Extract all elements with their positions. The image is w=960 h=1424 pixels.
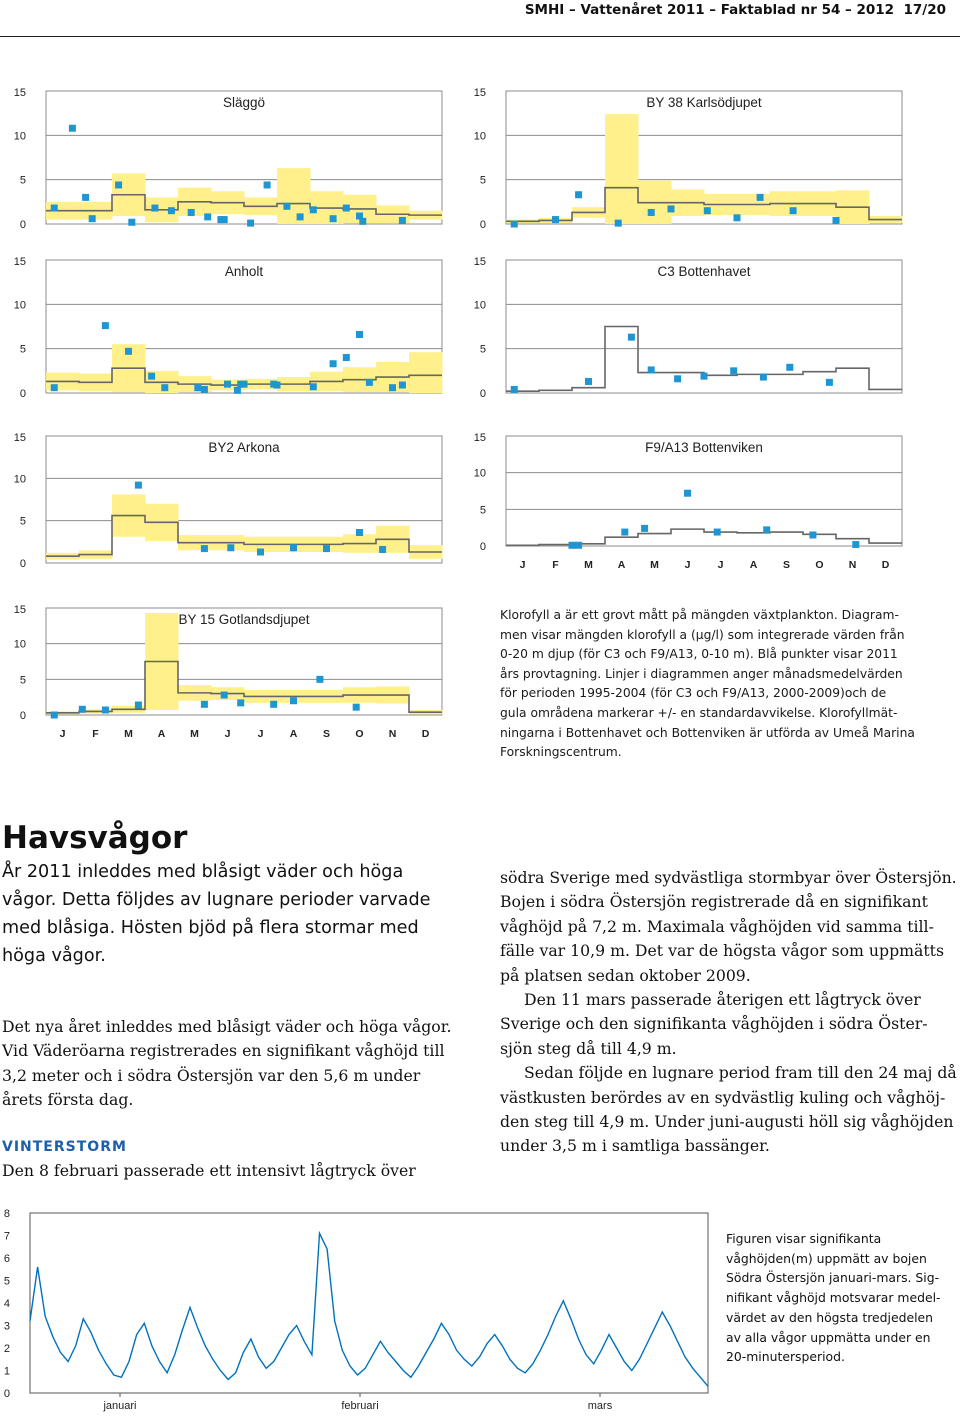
sample-point — [330, 215, 337, 222]
sample-point — [188, 209, 195, 216]
chart-anholt — [13, 256, 442, 400]
wave-caption-line: värdet av den högsta tredjedelen — [726, 1309, 934, 1325]
sample-point — [833, 217, 840, 224]
sample-point — [389, 384, 396, 391]
body-line: under 3,5 m i samtliga bassänger. — [500, 1136, 770, 1156]
sample-point — [168, 207, 175, 214]
sample-point — [757, 194, 764, 201]
sample-point — [297, 213, 304, 220]
y-tick-label: 15 — [473, 256, 486, 268]
sample-point — [69, 125, 76, 132]
caption-line: 0-20 m djup (för C3 och F9/A13, 0-10 m). Blå punkter visar 2011 — [500, 647, 898, 662]
plot-frame — [30, 1213, 708, 1393]
sample-point — [353, 704, 360, 711]
y-tick-label: 0 — [479, 219, 486, 231]
sample-point — [241, 381, 248, 388]
subheading: VINTERSTORM — [2, 1138, 127, 1155]
sample-point — [201, 545, 208, 552]
body-line: sjön steg då till 4,9 m. — [500, 1038, 677, 1058]
month-label: J — [519, 559, 526, 571]
body-line: fälle var 10,9 m. Det var de högsta vågor som uppmätts — [500, 941, 944, 961]
page-header — [0, 0, 960, 40]
month-label: M — [124, 728, 133, 740]
sample-point — [290, 697, 297, 704]
sample-point — [366, 379, 373, 386]
caption-line: års provtagning. Linjer i diagrammen anger månadsmedelvärden — [500, 666, 903, 681]
y-tick-label: 0 — [3, 1388, 10, 1400]
sample-point — [51, 384, 58, 391]
y-tick-label: 5 — [3, 1275, 10, 1288]
std-band — [409, 352, 443, 393]
month-label: S — [322, 728, 331, 740]
sample-point — [221, 216, 228, 223]
chart-by38-karlsodjupet — [473, 87, 902, 231]
y-tick-label: 15 — [13, 87, 26, 99]
month-label: N — [848, 559, 857, 571]
y-tick-label: 10 — [473, 299, 486, 312]
sample-point — [204, 213, 211, 220]
y-tick-label: 5 — [479, 504, 486, 517]
wave-caption-line: nifikant våghöjd motsvarar medel- — [726, 1290, 941, 1306]
sample-point — [343, 205, 350, 212]
y-tick-label: 15 — [13, 256, 26, 268]
sample-point — [148, 373, 155, 380]
sample-point — [399, 217, 406, 224]
sample-point — [668, 205, 675, 212]
y-tick-label: 1 — [3, 1365, 10, 1378]
std-band — [605, 114, 639, 224]
y-tick-label: 15 — [473, 87, 486, 99]
sample-point — [760, 374, 767, 381]
caption-line: Forskningscentrum. — [500, 745, 622, 760]
chart-caption — [500, 606, 940, 763]
month-label: M — [650, 559, 659, 571]
sample-point — [684, 490, 691, 497]
chart-slaggo — [13, 87, 442, 231]
sample-point — [201, 701, 208, 708]
sample-point — [161, 384, 168, 391]
sample-point — [310, 383, 317, 390]
header-text: SMHI – Vattenåret 2011 – Faktablad nr 54 – 2012 17/20 — [524, 2, 946, 18]
sample-point — [356, 331, 363, 338]
sample-point — [221, 692, 228, 699]
chart-title: Släggö — [222, 95, 266, 110]
lead-paragraph — [2, 858, 472, 970]
page-number: 17/20 — [903, 2, 946, 18]
y-tick-label: 5 — [19, 515, 26, 528]
sample-point — [51, 712, 58, 719]
y-tick-label: 0 — [19, 710, 26, 722]
month-label: J — [717, 559, 724, 571]
section-title: Havsvågor — [2, 820, 188, 856]
caption-line: gula områdena markerar +/- en standardavvikelse. Klorofyllmät- — [500, 705, 898, 720]
caption-line: ningarna i Bottenhavet och Bottenviken är utförda av Umeå Marina — [500, 725, 915, 740]
sample-point — [201, 386, 208, 393]
y-tick-label: 8 — [3, 1208, 10, 1220]
sample-point — [826, 379, 833, 386]
sample-point — [399, 382, 406, 389]
y-tick-label: 10 — [13, 299, 26, 312]
body-line: Vid Väderöarna registrerades en signifikant våghöjd till — [2, 1041, 445, 1061]
y-tick-label: 5 — [479, 343, 486, 356]
caption-line: för perioden 1995-2004 (för C3 och F9/A13, 2000-2009)och de — [500, 686, 887, 701]
sample-point — [359, 218, 366, 225]
sample-point — [89, 215, 96, 222]
sample-point — [135, 702, 142, 709]
sample-point — [809, 532, 816, 539]
y-tick-label: 10 — [473, 467, 486, 480]
y-tick-label: 6 — [3, 1253, 10, 1265]
sample-point — [852, 541, 859, 548]
lead-line: vågor. Detta följdes av lugnare perioder varvade — [2, 890, 431, 910]
wave-caption-line: av alla vågor uppmätta under en — [726, 1329, 931, 1345]
std-band — [277, 168, 311, 224]
sample-point — [356, 529, 363, 536]
sample-point — [641, 525, 648, 532]
sample-point — [790, 207, 797, 214]
x-tick-label: januari — [103, 1400, 137, 1412]
sample-point — [102, 322, 109, 329]
month-label: M — [190, 728, 199, 740]
sample-point — [323, 545, 330, 552]
y-tick-label: 15 — [473, 432, 486, 444]
sample-point — [628, 334, 635, 341]
sample-point — [575, 542, 582, 549]
sample-point — [310, 206, 317, 213]
month-label: F — [552, 559, 559, 571]
sample-point — [125, 348, 132, 355]
chart-c3-bottenhavet — [473, 256, 902, 400]
sample-point — [234, 387, 241, 394]
sample-point — [330, 360, 337, 367]
month-label: D — [881, 559, 890, 571]
sample-point — [730, 367, 737, 374]
article-column-left — [2, 1015, 467, 1183]
wave-caption-line: Södra Östersjön januari-mars. Sig- — [726, 1270, 940, 1286]
body-line: västkusten berördes av en sydvästlig kuling och våghöj- — [500, 1087, 946, 1107]
body-line: 3,2 meter och i södra Östersjön var den 5,6 m under — [2, 1065, 421, 1085]
sample-point — [763, 526, 770, 533]
y-tick-label: 5 — [19, 343, 26, 356]
sample-point — [701, 373, 708, 380]
sample-point — [79, 706, 86, 713]
wave-caption-line: 20-minutersperiod. — [726, 1349, 845, 1365]
body-line: Bojen i södra Östersjön registrerade då en signifikant — [500, 892, 928, 912]
body-line: Sverige och den signifikanta våghöjden i södra Öster- — [500, 1014, 928, 1034]
sample-point — [283, 203, 290, 210]
month-label: J — [684, 559, 691, 571]
month-label: J — [224, 728, 231, 740]
sample-point — [264, 181, 271, 188]
sample-point — [82, 194, 89, 201]
sample-point — [379, 546, 386, 553]
sample-point — [786, 364, 793, 371]
sample-point — [237, 699, 244, 706]
sample-point — [585, 378, 592, 385]
y-tick-label: 5 — [19, 174, 26, 187]
sample-point — [511, 221, 518, 228]
month-label: A — [749, 559, 758, 571]
sample-point — [316, 676, 323, 683]
month-label: S — [782, 559, 791, 571]
y-tick-label: 3 — [3, 1320, 10, 1333]
wave-chart-caption — [726, 1229, 956, 1367]
body-line: årets första dag. — [2, 1090, 134, 1110]
sample-point — [290, 544, 297, 551]
body-line: den steg till 4,9 m. Under juni-augusti höll sig våghöjden — [500, 1112, 954, 1132]
sample-point — [135, 482, 142, 489]
sample-point — [621, 529, 628, 536]
month-label: J — [257, 728, 264, 740]
sample-point — [615, 220, 622, 227]
chart-title: BY 15 Gotlandsdjupet — [178, 612, 310, 627]
sample-point — [343, 354, 350, 361]
body-line: Det nya året inleddes med blåsigt väder och höga vågor. — [2, 1017, 452, 1036]
lead-line: År 2011 inleddes med blåsigt väder och höga — [2, 862, 404, 882]
month-label: O — [815, 559, 824, 571]
y-tick-label: 0 — [479, 388, 486, 400]
chart-title: F9/A13 Bottenviken — [645, 440, 763, 455]
month-label: A — [289, 728, 298, 740]
y-tick-label: 2 — [3, 1343, 10, 1355]
y-tick-label: 10 — [13, 130, 26, 143]
body-line: på platsen sedan oktober 2009. — [500, 965, 751, 985]
sample-point — [674, 375, 681, 382]
y-tick-label: 15 — [13, 432, 26, 444]
month-label: A — [157, 728, 166, 740]
sample-point — [227, 544, 234, 551]
y-tick-label: 0 — [19, 219, 26, 231]
chart-by2-arkona — [13, 432, 442, 570]
y-tick-label: 10 — [473, 130, 486, 143]
chart-f9a13-bottenviken — [473, 432, 902, 572]
wave-caption-line: Figuren visar signifikanta — [726, 1231, 882, 1246]
chart-title: C3 Bottenhavet — [657, 264, 751, 279]
y-tick-label: 0 — [19, 388, 26, 400]
sample-point — [569, 542, 576, 549]
sample-point — [648, 209, 655, 216]
y-tick-label: 5 — [19, 674, 26, 687]
lead-line: med blåsiga. Hösten bjöd på flera stormar med — [2, 918, 419, 938]
month-label: N — [388, 728, 397, 740]
sample-point — [151, 205, 158, 212]
month-label: O — [355, 728, 364, 740]
chart-title: BY2 Arkona — [208, 440, 280, 455]
body-line: Den 11 mars passerade återigen ett lågtryck över — [524, 990, 921, 1010]
sample-point — [115, 181, 122, 188]
sample-point — [270, 701, 277, 708]
sample-point — [704, 207, 711, 214]
y-tick-label: 4 — [3, 1298, 10, 1310]
sample-point — [648, 366, 655, 373]
month-label: A — [617, 559, 626, 571]
month-label: D — [421, 728, 430, 740]
lead-line: höga vågor. — [2, 946, 106, 966]
sample-point — [575, 191, 582, 198]
x-tick-label: februari — [341, 1400, 379, 1412]
month-label: M — [584, 559, 593, 571]
y-tick-label: 15 — [13, 604, 26, 616]
y-tick-label: 7 — [3, 1230, 10, 1243]
month-label: F — [92, 728, 99, 740]
caption-line: Klorofyll a är ett grovt mått på mängden växtplankton. Diagram- — [500, 608, 899, 622]
y-tick-label: 0 — [19, 558, 26, 570]
article-column-right — [500, 866, 960, 1159]
sample-point — [224, 381, 231, 388]
chart-wave-height — [3, 1208, 720, 1412]
body-line: våghöjd på 7,2 m. Maximala våghöjden vid samma till- — [500, 916, 934, 936]
sample-point — [274, 382, 281, 389]
header-rule — [0, 36, 960, 37]
sample-point — [257, 548, 264, 555]
chart-title: Anholt — [224, 264, 264, 279]
body-line: södra Sverige med sydvästliga stormbyar över Östersjön. — [500, 868, 957, 887]
y-tick-label: 5 — [479, 174, 486, 187]
x-tick-label: mars — [587, 1400, 613, 1412]
month-label: J — [59, 728, 66, 740]
chart-title: BY 38 Karlsödjupet — [646, 95, 762, 110]
sample-point — [511, 386, 518, 393]
caption-line: men visar mängden klorofyll a (µg/l) som integrerade värden från — [500, 627, 905, 642]
sample-point — [102, 707, 109, 714]
sample-point — [194, 384, 201, 391]
sample-point — [128, 219, 135, 226]
body-line: Sedan följde en lugnare period fram till den 24 maj då — [524, 1063, 957, 1083]
y-tick-label: 0 — [479, 541, 486, 553]
y-tick-label: 10 — [13, 473, 26, 486]
sample-point — [552, 216, 559, 223]
chart-by15-gotlandsdjupet — [13, 604, 442, 741]
wave-caption-line: våghöjden(m) uppmätt av bojen — [726, 1250, 927, 1266]
sample-point — [247, 220, 254, 227]
y-tick-label: 10 — [13, 638, 26, 651]
sample-point — [734, 214, 741, 221]
sample-point — [51, 205, 58, 212]
sample-point — [714, 529, 721, 536]
body-line: Den 8 februari passerade ett intensivt lågtryck över — [2, 1161, 416, 1181]
